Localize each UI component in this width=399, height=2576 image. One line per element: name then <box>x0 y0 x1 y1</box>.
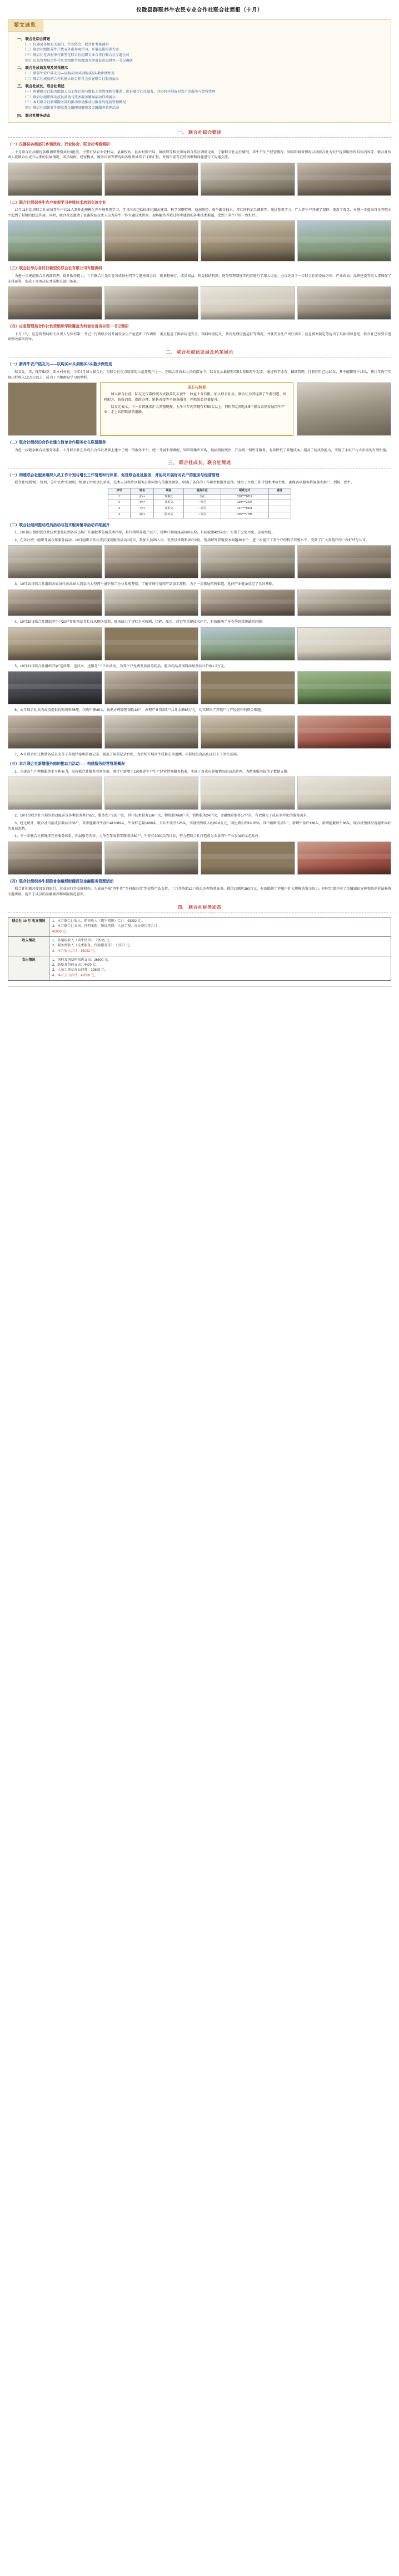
cell: 张×× <box>131 494 154 500</box>
subsection-heading-3-1: （一）构建联合社服务组织人员工作计划与增长工作管理和行体系、促进联合社社服务，并协同开展好对农户的服务与经营管理 <box>8 473 220 477</box>
summary-item[interactable]: （二）联合社组织养牛户代表外出参观学习，开展技能培训专业 <box>23 48 119 52</box>
paragraph: 4、10月20日联合社组织养牛户20户参加饲草青贮技术现场培训，现场演示了青贮玉米收割、切碎、压实、封窖等关键技术环节，有效解决了冬春季饲草短缺的问题。 <box>14 619 266 624</box>
photo-thumbnail <box>104 220 199 261</box>
paragraph: 联合社按照"统一管理、分片负责"的原则，组建了由理事长牵头、技术人员和片区服务员共同参与的服务团队，明确了各自的工作职责和服务范围，建立了月度工作计划和考核台账，确保各项服务措施落实到户、到场、到牛。 <box>14 481 355 485</box>
photo-thumbnail <box>201 841 295 875</box>
finance-line: 42000 元。 <box>52 930 69 934</box>
photo-thumbnail <box>8 715 102 749</box>
photo-thumbnail <box>104 627 199 661</box>
table-row <box>8 936 391 956</box>
cell <box>268 494 291 500</box>
column-header: 姓名 <box>131 488 154 494</box>
photo-thumbnail <box>8 777 102 810</box>
photo-thumbnail <box>201 545 295 578</box>
photo-row <box>8 671 391 704</box>
summary-item[interactable]: （三）本月联合社新增服务部的推动活动推动力服务的经营管理概况 <box>23 100 126 105</box>
paragraph: 2、10月份联合社开展的新冠疫苗等各类服务共计8次，服务农户235户次，其中技术服务126户次，物资服务68户次，销售服务24户次，金融保险服务17户次，有效满足了成员多样化的服务需求。 <box>14 814 310 818</box>
finance-line: 2、服务费收入（技术服务、代购服务等）：13757 元。 <box>52 944 133 948</box>
cell: 4 <box>108 512 131 518</box>
subsection-heading-1-3: （三）联合社举办各村行新型化联合社有限公司专题调研 <box>8 266 102 271</box>
photo-thumbnail <box>104 589 199 616</box>
photo-thumbnail <box>8 589 102 616</box>
photo-thumbnail <box>8 382 97 436</box>
summary-item[interactable]: （一）仪器县各级有关部门、行业协会、联合社考察调研 <box>23 42 109 47</box>
cell: 服务员 <box>154 512 183 518</box>
column-header: 联系方式 <box>221 488 268 494</box>
callout-paragraph: 陆友元表示，下一步将继续扩大养殖规模，力争三年内实现存栏50头以上，同时带动周边3-5户群众共同发展肉牛产业，走上共同致富的道路。 <box>104 405 285 415</box>
callout-paragraph: 加入联合社前，陆友元仅靠传统方式散养几头黄牛，收益十分有限。加入联合社后，联合社为其提供了牛源引进、饲料配方、防疫消毒、保险办理、销售对接等全链条服务，养殖效益显著提升。 <box>104 392 286 402</box>
photo-thumbnail <box>104 777 199 810</box>
subsection-heading-3-3: （三）本月联合社新增服务部的推动力活动——构建服务经营管理概况 <box>8 762 125 767</box>
paragraph: 3、经过统计，联合社当前成员数共计68户，其中能繁母牛存栏411689头，牛存栏总量1668头，月出栏肉牛126头，实现销售收入约89.8万元，同比增长约18.26%。其中新增成员5户，新增牛存栏136头，新增能繁母牛86头，联合社整体呈现稳中向好的发展态势。 <box>8 821 391 831</box>
photo-thumbnail <box>8 627 102 661</box>
section-title-2: 二、 联合社成员发展及风采展示 <box>166 349 233 355</box>
paragraph: 1、为提高生产种植服务水平和能力，发挥联合社服务引领作用，联合社新增了130套养牛户生产经营管理服务档案，实现了对成员养殖情况的动态管理，为精准服务提供了数据支撑。 <box>14 769 291 774</box>
summary-group-label: 一、 联合社综合简述 <box>17 37 51 41</box>
row-value <box>49 918 391 937</box>
cell: 全社 <box>183 494 221 500</box>
summary-item[interactable]: （三）联合社在各村举行新型化联合社组织专业合作社联合社专题会议 <box>23 53 129 57</box>
page-title: 仪陇县群联养牛农民专业合作社联合社简报（十月） <box>136 7 263 13</box>
photo-thumbnail <box>201 220 295 261</box>
photo-thumbnail <box>297 163 392 196</box>
callout-title: 成长与转变 <box>187 386 206 390</box>
cell: 理事长 <box>154 494 183 500</box>
cell: 137****5561 <box>221 506 268 512</box>
column-header: 备注 <box>268 488 291 494</box>
photo-thumbnail <box>201 627 295 661</box>
document-page <box>0 0 399 997</box>
section-title-1: 一、 联合社综合简述 <box>177 129 222 135</box>
photo-row <box>8 715 391 749</box>
photo-thumbnail <box>297 382 391 436</box>
paragraph: 为进一步规范联合社内部管理、提升服务能力，十月联合社先后在各成员村召开专题座谈会议，就章程修订、成员权益、利益联结机制、财务管理制度等内容进行了深入讨论。会议还对下一步联合社的发展方向、产业布局、品牌建设等重大事项作了安排部署，形成了多项决议并报相关部门备案。 <box>8 274 391 284</box>
photo-thumbnail <box>104 286 199 320</box>
paragraph: 2、在各社统一组织开展合作服务活动。10月组织合作社成员现场服务活动1场次，参加人员85人次，发放技术资料200余份，现场解答养殖技术问题30余个，进一步提升了养牛户的科学养殖水平，受到了广大养殖户的一致好评与认可。 <box>14 538 370 542</box>
paragraph: 十月联合社共接待各级调研考察共计9批次，主要有县农业农村局、县畜牧站、县乡村振兴局、镇政府等相关领导到合作社调研走访，了解联合社运行情况、养牛户生产经营情况、饲草料储备情况以及联合社为农户提供服务的具体内容等。联合社负责人就联合社成立以来的发展情况、成员结构、经营模式、服务内容等情况向各级领导作了详细汇报，并就当前存在的困难和问题进行了沟通交流。 <box>8 150 391 160</box>
photo-thumbnail <box>297 286 392 320</box>
subsection-heading-1-2: （二）联合社组织养牛农户参观学习养殖技术培训交流专业 <box>8 200 106 205</box>
cell: 二片区 <box>183 506 221 512</box>
summary-box <box>8 19 391 123</box>
summary-item[interactable]: （四）应急管理局合作社负责组织学院覆盖为何衰业善良材里一书记调研 <box>23 58 133 63</box>
summary-item[interactable]: （二）联合社成员的合作社建立的合作社会员在联合社服务展示 <box>23 77 119 81</box>
photo-thumbnail <box>297 627 392 661</box>
photo-thumbnail <box>201 777 295 810</box>
cell: 138****0012 <box>221 494 268 500</box>
section-title-4: 四、 联合社财务动态 <box>177 904 222 910</box>
cell: 三片区 <box>183 512 221 518</box>
photo-row <box>8 627 391 661</box>
paragraph: 十月下旬，应急管理局相关负责人与驻村第一书记一行到联合社开展安全生产检查和工作调研，重点检查了圈舍用电安全、饲料库房防火、粪污处理设施运行等情况，并就安全生产责任落实、应急预案制定等提出了具体指导意见，联合社已按要求逐项整改落实到位。 <box>8 332 391 342</box>
paragraph: 3、10月10日联合社组织各成员代表共20人到县内大型肉牛屠宰加工企业参观考察，了解市场行情和产品加工流程，为下一步拓展销售渠道、延伸产业链条奠定了良好基础。 <box>14 582 276 587</box>
footer-divider <box>8 986 391 987</box>
photo-thumbnail <box>104 545 199 578</box>
photo-thumbnail <box>8 220 102 261</box>
finance-line: 1、本月联合社收入：销售收入（肉牛销售）合计：93292 元。 <box>52 920 144 924</box>
photo-thumbnail <box>8 841 102 875</box>
table-row <box>8 918 391 937</box>
photo-thumbnail <box>8 163 102 196</box>
photo-row <box>8 841 391 875</box>
finance-table <box>8 917 391 981</box>
subsection-heading-3-2: （二）联合社组织推动成员活动与技术服务辅导活动详细展开 <box>8 523 110 527</box>
cell: 135****7788 <box>221 512 268 518</box>
cell: 李×× <box>131 500 154 506</box>
photo-row <box>8 286 391 320</box>
finance-line: 1、饲料及饲草料采购支出：26800 元。 <box>52 958 111 962</box>
cell: 王×× <box>131 506 154 512</box>
photo-thumbnail <box>297 545 392 578</box>
finance-line: 2、防疫及兽药支出：4400 元。 <box>52 964 99 967</box>
photo-thumbnail <box>297 220 392 261</box>
paragraph: 10月11日组织联合社成员养牛户共21人到外地规模化养牛场参观学习，学习内容包括标准化圈舍建设、科学饲喂管理、疫病防控、母牛繁育技术、青贮饲料加工调制等。通过参观学习，广大养牛户开阔了视野、更新了观念，对进一步提高自身养殖水平起到了积极的促进作用。同时，联合社还邀请了县畜牧站技术人员为养牛户作专题技术讲座，现场解答养殖过程中遇到的各类技术难题，受到了养牛户的一致好评。 <box>8 208 391 218</box>
photo-row <box>8 163 391 196</box>
photo-thumbnail <box>297 715 392 749</box>
member-showcase <box>8 382 391 436</box>
subsection-heading-1-1: （一）仪器县各级部门乡镇政府、行业协会、联合社考察调研 <box>8 142 110 147</box>
photo-row <box>8 220 391 261</box>
photo-thumbnail <box>297 589 392 616</box>
finance-line: 2、本月联合社支出：饲料采购、防疫物资、人员工资、办公费用等合计： <box>52 925 161 929</box>
paragraph: 4、下一步联合社将继续完善服务体系、拓展服务内容，力争在年底前实现成员80户、牛存栏2000头的目标，努力把联合社打造成为全县肉牛产业发展的示范标杆。 <box>14 834 262 839</box>
photo-thumbnail <box>201 715 295 749</box>
photo-thumbnail <box>104 841 199 875</box>
paragraph: 联合社积极对接县农商银行、农业银行等金融机构，为成员争取"肉牛贷""乡村振兴贷"等信贷产品支持，十月共协助12户成员办理贷款业务，授信总额达260万元，有效缓解了养殖户扩大规模的资金压力。同时组织开展了金融知识宣传和防范非法集资专题讲座，提升了成员的金融素养和风险防范意识。 <box>8 887 391 897</box>
table-row <box>108 494 291 500</box>
photo-thumbnail <box>201 589 295 616</box>
cell: 技术员 <box>154 506 183 512</box>
section-title-3: 三、 联合社成长、联合社简述 <box>168 460 231 466</box>
column-header: 序号 <box>108 488 131 494</box>
subsection-heading-2-1: （一）新养牛农户陆友元——以购买30头到购买5头数步例性变 <box>8 362 113 367</box>
cell: 技术员 <box>154 500 183 506</box>
table-row <box>8 956 391 980</box>
finance-line: 3、人员工资及办公经费：10800 元。 <box>52 969 108 972</box>
photo-thumbnail <box>104 715 199 749</box>
photo-row <box>8 777 391 810</box>
cell: 1 <box>108 494 131 500</box>
summary-heading: 要文速览 <box>8 20 43 32</box>
paragraph: 6、本月联合社共为成员提供代购饲料86吨，代购牛源46头，协助办理养殖保险12户，办理产业贷款5户共计金额85万元，切实解决了养殖户生产经营中的资金难题。 <box>14 708 265 713</box>
table-row <box>108 512 291 518</box>
summary-item[interactable]: （二）联合社组织推动成员活动与技术服务辅导活动详细展示 <box>23 95 116 99</box>
paragraph: 7、本月联合社还协助各成员完善了养殖档案和防疫记录，规范了用药记录台账，为后续开展肉牛质量安全追溯、申报绿色食品认证打下了坚实基础。 <box>14 752 241 757</box>
summary-item[interactable]: （一）构建联合社服务组织人员工作计划与增长工作管理和行体系、促进联合社社服务，并协同开展好对农户的服务与经营管理 <box>23 90 216 94</box>
row-value <box>49 936 391 956</box>
section-divider <box>8 137 391 138</box>
photo-row <box>8 589 391 616</box>
row-label: 联合社 10 月 收支情况 <box>8 918 49 937</box>
summary-item[interactable]: （四）联合社组织养牛群股普金融理财健投及金融服务管理活动 <box>23 106 119 110</box>
summary-group-label: 四、 联合社财务动态 <box>17 113 51 118</box>
column-header: 职务 <box>154 488 183 494</box>
photo-thumbnail <box>201 286 295 320</box>
summary-group-label: 二、 联合社成员发展及风采展示 <box>17 66 68 70</box>
cell <box>268 506 291 512</box>
paragraph: 1、10月6日组织联合社技术服务队到各成员场户开展秋季防疫技术指导，累计指导养殖户36户，接种口蹄疫疫苗860头份，布病检测420头份，实现了应免尽免、应检尽检。 <box>14 531 275 535</box>
finance-line: 1、养殖场收入（肉牛销售）：79535 元。 <box>52 939 113 942</box>
paragraph: 陆友元，男，现年52岁，系本村村民，今年3月加入联合社，是联合社重点培养的示范养殖户之一。在联合社技术人员的指导下，陆友元从最初购买5头基础母牛起步，通过科学选育、精细管理，目前存栏已达30头，其中能繁母牛18头，预计年内可实现出栏收入12万元以上，成为了当地群众学习的榜样。 <box>8 370 391 380</box>
photo-thumbnail <box>297 841 392 875</box>
finance-line: 3、本月收入合计：93292 元。 <box>52 949 98 953</box>
subsection-heading-1-4: （四）应急管理局合作社负责组织学院覆盖为何衰业善良材里一书记调研 <box>8 325 129 329</box>
table-header-row <box>108 488 291 494</box>
cell: 3 <box>108 506 131 512</box>
photo-thumbnail <box>8 671 102 704</box>
summary-group-label: 三、 联合社成长、联合社简述 <box>17 84 64 89</box>
column-header: 服务片区 <box>183 488 221 494</box>
cell: 139****2234 <box>221 500 268 506</box>
photo-thumbnail <box>201 163 295 196</box>
table-row <box>108 500 291 506</box>
finance-line: 4、本月支出合计：42000 元。 <box>52 974 98 977</box>
cell: 刘×× <box>131 512 154 518</box>
showcase-callout <box>100 382 293 436</box>
service-team-table <box>108 488 291 518</box>
paragraph: 5、10月21日联合社组织开展"送政策、送技术、送服务"三下乡活动，为养牛户免费发放消毒药品、驱虫药品及饲料添加剂共计价值1.2万元。 <box>14 664 228 668</box>
cell: 一片区 <box>183 500 221 506</box>
summary-list <box>8 32 391 119</box>
paragraph: 为进一步健全联合社服务体系，十月联合社在各成员合作社基础上建立了统一的服务平台，统一开展牛源调配、饲草料集中采购、疫病统防统治、产品统一销售等服务，有效降低了养殖成本，提高了抗风险能力，实现了小农户与大市场的有效衔接。 <box>14 448 390 452</box>
photo-thumbnail <box>104 163 199 196</box>
photo-thumbnail <box>104 671 199 704</box>
row-value <box>49 956 391 980</box>
photo-thumbnail <box>201 671 295 704</box>
summary-item[interactable]: （一）新养牛农户陆友元—以购买30头别购买5头数步例性变 <box>23 72 115 76</box>
row-label: 收入情况 <box>8 936 49 956</box>
photo-row <box>8 545 391 578</box>
photo-thumbnail <box>8 545 102 578</box>
table-row <box>108 506 291 512</box>
cell: 2 <box>108 500 131 506</box>
section-divider <box>8 912 391 913</box>
subsection-heading-3-4: （四）联合社组织养牛群股普金融理财健投及金融服务管理活动 <box>8 879 114 884</box>
photo-thumbnail <box>297 671 392 704</box>
subsection-heading-2-2: （二）联合社组织的合作社建立简单合作服务社在联盟服务 <box>8 441 106 445</box>
photo-thumbnail <box>8 286 102 320</box>
cell <box>268 500 291 506</box>
cell <box>268 512 291 518</box>
row-label: 支出情况 <box>8 956 49 980</box>
photo-thumbnail <box>297 777 392 810</box>
